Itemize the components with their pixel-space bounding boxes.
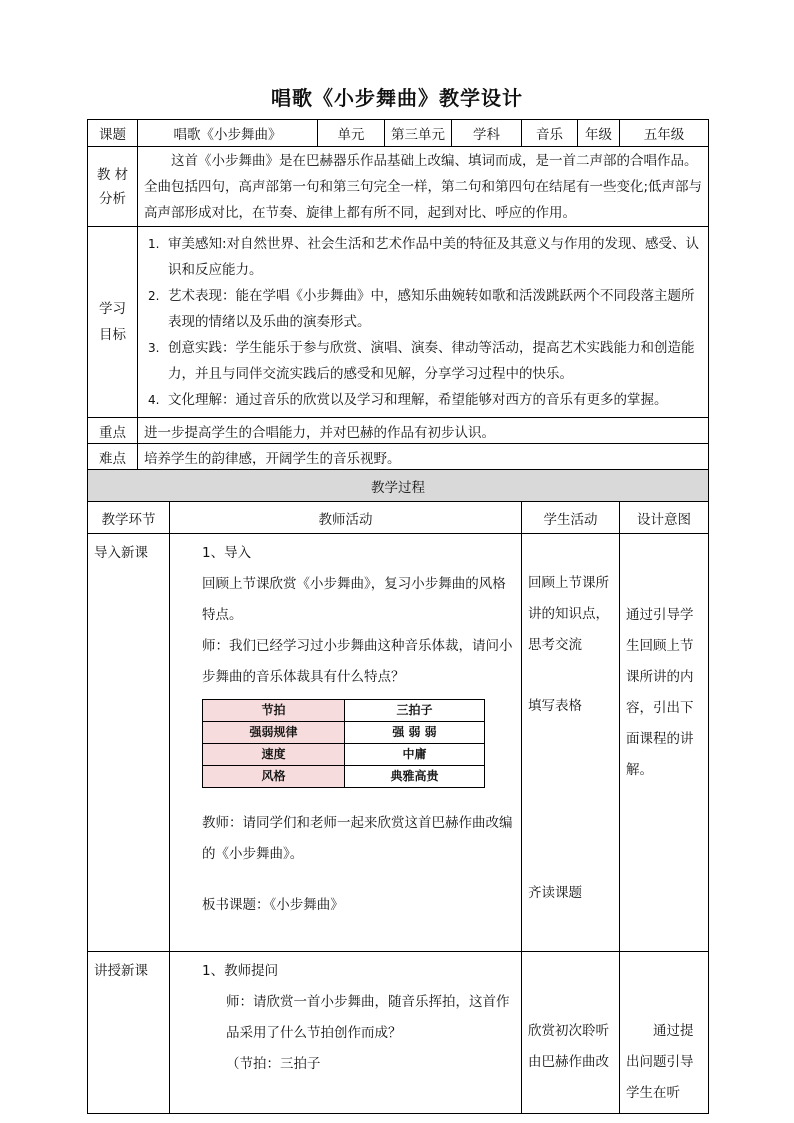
unit-value: 第三单元 xyxy=(385,120,452,147)
info-row xyxy=(88,120,709,147)
feature-row: 强弱规律 强 弱 弱 xyxy=(203,722,485,744)
intro-teacher-activity xyxy=(170,534,522,952)
grade-value: 五年级 xyxy=(620,120,709,147)
col-teacher-header: 教师活动 xyxy=(170,502,522,534)
goal-item: 1. 审美感知:对自然世界、社会生活和艺术作品中美的特征及其意义与作用的发现、感受、认识和反应能力。 xyxy=(148,236,700,278)
goal-item: 3. 创意实践：学生能乐于参与欣赏、演唱、演奏、律动等活动，提高艺术实践能力和创造能力，并且与同伴交流实践后的感受和见解，分享学习过程中的快乐。 xyxy=(148,340,695,382)
intro-step: 导入新课 xyxy=(88,534,170,952)
intro-paragraph: 回顾上节课欣赏《小步舞曲》，复习小步舞曲的风格特点。 xyxy=(202,576,506,623)
feature-row: 节拍 三拍子 xyxy=(203,700,485,722)
intro-question: 师：我们已经学习过小步舞曲这种音乐体裁，请问小步舞曲的音乐体裁具有什么特点？ xyxy=(202,638,513,685)
difficulty-label: 难点 xyxy=(88,444,138,470)
lesson-value: 唱歌《小步舞曲》 xyxy=(138,120,318,147)
intro-design-intent xyxy=(620,534,709,952)
feature-row: 风格 典雅高贵 xyxy=(203,766,485,788)
unit-label: 单元 xyxy=(318,120,385,147)
goal-item: 4. 文化理解：通过音乐的欣赏以及学习和理解，希望能够对西方的音乐有更多的掌握。 xyxy=(148,392,668,408)
grade-label: 年级 xyxy=(578,120,620,147)
lesson-plan-table xyxy=(87,119,709,1114)
new-design-intent xyxy=(620,952,709,1114)
subject-label: 学科 xyxy=(452,120,522,147)
analysis-label: 教 材 分析 xyxy=(88,147,138,227)
key-text: 进一步提高学生的合唱能力，并对巴赫的作品有初步认识。 xyxy=(138,418,709,444)
new-step: 讲授新课 xyxy=(88,952,170,1114)
page-title: 唱歌《小步舞曲》教学设计 xyxy=(271,86,523,110)
lesson-label: 课题 xyxy=(88,120,138,147)
new-heading: 1、教师提问 xyxy=(202,963,279,979)
intro-student-activity xyxy=(522,534,620,952)
new-student-activity xyxy=(522,952,620,1114)
process-header-row xyxy=(88,470,709,502)
student-read-title: 齐读课题 xyxy=(528,885,582,901)
col-student-header: 学生活动 xyxy=(522,502,620,534)
intro-board-title: 板书课题：《小步舞曲》 xyxy=(202,897,344,913)
analysis-text: 这首《小步舞曲》是在巴赫器乐作品基础上改编、填词而成，是一首二声部的合唱作品。全曲包括四句，高声部第一句和第三句完全一样，第二句和第四句在结尾有一些变化;低声部与高声部形成对比，在节奏、旋律上都有所不同，起到对比、呼应的作用。 xyxy=(138,147,709,227)
difficulty-text: 培养学生的韵律感，开阔学生的音乐视野。 xyxy=(138,444,709,470)
process-row-intro xyxy=(88,534,709,952)
difficulty-row xyxy=(88,444,709,470)
goals-list-cell xyxy=(138,227,709,418)
analysis-row xyxy=(88,147,709,227)
feature-row: 速度 中庸 xyxy=(203,744,485,766)
intent-text: 通过引导学生回顾上节课所讲的内容，引出下面课程的讲解。 xyxy=(626,607,694,778)
key-row xyxy=(88,418,709,444)
new-intent-text: 通过提出问题引导学生在听 xyxy=(626,1023,694,1101)
intro-heading: 1、导入 xyxy=(202,545,252,561)
student-fill-table: 填写表格 xyxy=(528,698,582,714)
col-step-header: 教学环节 xyxy=(88,502,170,534)
goals-label: 学习 目标 xyxy=(88,227,138,418)
new-teacher-activity xyxy=(170,952,522,1114)
process-row-new xyxy=(88,952,709,1114)
goals-list xyxy=(138,227,708,417)
process-columns-row xyxy=(88,502,709,534)
intro-invite: 教师：请同学们和老师一起来欣赏这首巴赫作曲改编的《小步舞曲》。 xyxy=(202,815,513,862)
new-question: 师：请欣赏一首小步舞曲，随音乐挥拍，这首作品采用了什么节拍创作而成？ xyxy=(226,994,510,1041)
new-answer: （节拍：三拍子 xyxy=(226,1056,321,1072)
goal-item: 2. 艺术表现：能在学唱《小步舞曲》中，感知乐曲婉转如歌和活泼跳跃两个不同段落主题所表现的情绪以及乐曲的演奏形式。 xyxy=(148,288,695,330)
goals-row xyxy=(88,227,709,418)
process-header: 教学过程 xyxy=(88,470,709,502)
subject-value: 音乐 xyxy=(522,120,578,147)
new-student-text: 欣赏初次聆听由巴赫作曲改 xyxy=(528,1023,609,1070)
col-intent-header: 设计意图 xyxy=(620,502,709,534)
music-features-table xyxy=(202,699,485,788)
student-review: 回顾上节课所讲的知识点，思考交流 xyxy=(528,575,609,653)
key-label: 重点 xyxy=(88,418,138,444)
